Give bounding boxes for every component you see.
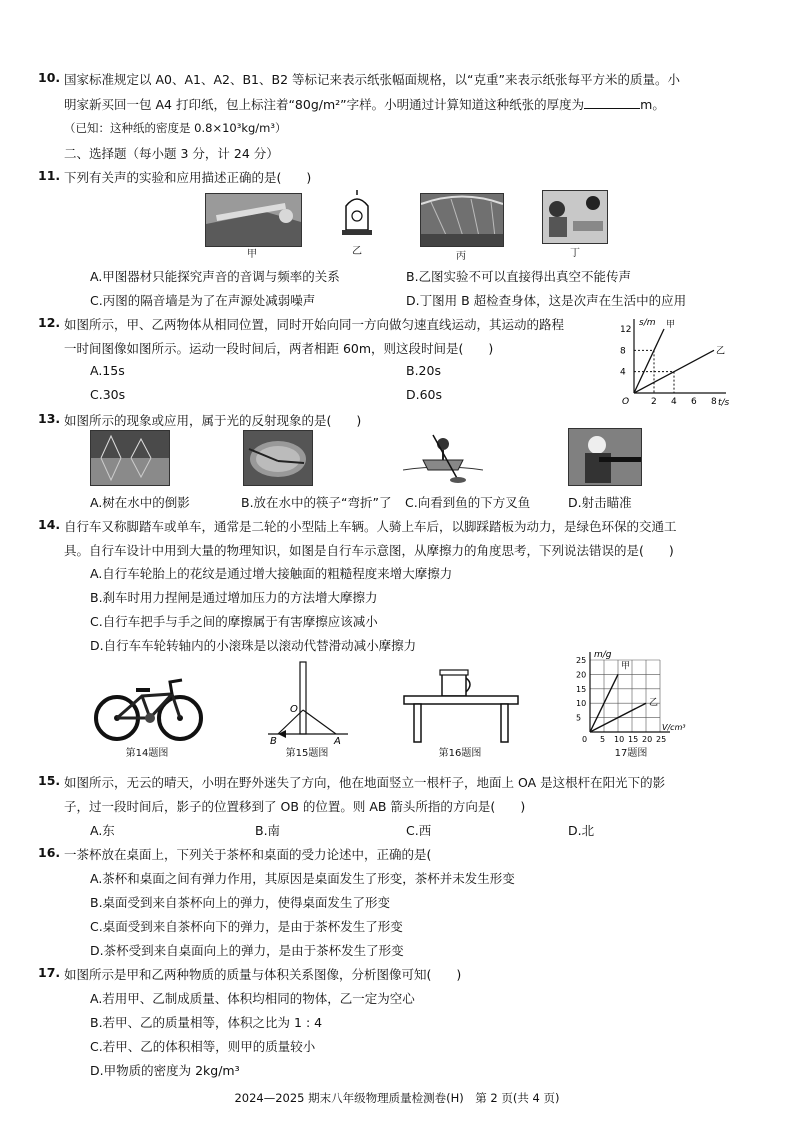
q17-option-b: B.若甲、乙的质量相等，体积之比为 1 : 4 [90,1015,323,1030]
q12-x-tick-label: 2 [651,397,657,407]
q12-line2: 一时间图像如图所示。运动一段时间后，两者相距 60m，则这段时间是( ) [64,341,494,356]
q14-option-a: A.自行车轮胎上的花纹是通过增大接触面的粗糙程度来增大摩擦力 [90,566,453,581]
q17-x-tick-label: 25 [656,735,667,744]
q17-y-tick-label: 20 [576,670,587,680]
q12-series-label: 甲 [666,320,676,330]
q11-image-yi-bell-jar [340,190,374,238]
q17-x-tick-label: 10 [614,735,625,744]
q15-line1: 如图所示，无云的晴天，小明在野外迷失了方向，他在地面竖立一根杆子，地面上 OA 是这根杆在阳光下的影 [64,775,666,790]
q14-option-d: D.自行车车轮转轴内的小滚珠是以滚动代替滑动减小摩擦力 [90,638,417,653]
q14-line2: 具。自行车设计中用到大量的物理知识，如图是自行车示意图，从摩擦力的角度思考，下列说法错误的是( ) [64,543,674,558]
q15-number: 15. [38,773,61,788]
q17-number: 17. [38,965,61,980]
q17-origin-label: 0 [582,735,588,744]
shooter-aiming-illustration [569,429,641,485]
fig15-label-o: O [290,704,298,715]
q17-y-tick-label: 5 [576,713,582,723]
q13-stem: 如图所示的现象或应用，属于光的反射现象的是( ) [64,413,362,428]
tree-reflection-illustration [91,431,169,485]
q10-line2-pre: 明家新买回一包 A4 打印纸，包上标注着“80g/m²”字样。小明通过计算知道这种纸张的厚度为 [64,97,585,112]
q11-image-ding-ultrasound [542,190,608,244]
sound-barrier-wall-illustration [421,194,503,246]
q17-series-label: 甲 [621,661,631,672]
q15-pole-shadow-figure [258,660,358,744]
q12-option-c: C.30s [90,387,126,402]
fig17-caption: 17题图 [614,748,648,759]
q17-y-axis-label: m/g [594,650,612,660]
q13-image-chopsticks-water [243,430,313,486]
fig15-label-a: A [334,736,341,744]
fig14-caption: 第14题图 [125,748,169,759]
q15-line2: 子，过一段时间后，影子的位置移到了 OB 的位置。则 AB 箭头所指的方向是( ) [64,799,526,814]
q12-y-tick-label: 12 [620,325,632,335]
q12-x-tick-label: 4 [671,397,677,407]
q17-option-c: C.若甲、乙的体积相等，则甲的质量较小 [90,1039,316,1054]
q10-number: 10. [38,70,61,85]
q17-series-label: 乙 [649,698,659,709]
q11-option-b: B.乙图实验不可以直接得出真空不能传声 [406,269,632,284]
q11-caption-yi: 乙 [352,246,362,257]
q12-graph-marks [620,318,730,407]
page-footer: 2024—2025 期末八年级物理质量检测卷(H) 第 2 页(共 4 页) [234,1091,560,1105]
q12-number: 12. [38,315,61,330]
q12-x-axis-label: t/s [718,398,730,407]
q15-option-a: A.东 [90,823,115,838]
q17-y-tick-label: 25 [576,656,587,665]
q16-option-d: D.茶杯受到来自桌面向上的弹力，是由于茶杯发生了形变 [90,943,404,958]
q17-stem: 如图所示是甲和乙两种物质的质量与体积关系图像，分析图像可知( ) [64,967,462,982]
q13-option-a: A.树在水中的倒影 [90,495,190,510]
q14-option-b: B.刹车时用力捏闸是通过增加压力的方法增大摩擦力 [90,590,378,605]
q17-y-tick-label: 10 [576,699,587,709]
section2-title: 二、选择题（每小题 3 分，计 24 分） [64,146,279,161]
q11-stem: 下列有关声的实验和应用描述正确的是( ) [64,170,312,185]
q13-option-d: D.射击瞄准 [568,495,632,510]
q15-option-b: B.南 [255,823,281,838]
q12-x-tick-label: 8 [711,397,717,407]
q12-series-line-0 [634,329,664,393]
q17-option-d: D.甲物质的密度为 2kg/m³ [90,1063,240,1078]
q14-line1: 自行车又称脚踏车或单车，通常是二轮的小型陆上车辆。人骑上车后，以脚踩踏板为动力，是绿色环保的交通工 [64,519,677,534]
q12-option-d: D.60s [406,387,443,402]
q16-option-a: A.茶杯和桌面之间有弹力作用，其原因是桌面发生了形变，茶杯并未发生形变 [90,871,515,886]
q11-caption-jia: 甲 [247,249,257,260]
q13-image-spearing-fish [403,430,483,485]
q10-line2 [64,95,665,113]
q12-y-tick-label: 8 [620,346,626,357]
q17-x-tick-label: 20 [642,735,653,744]
fig15-caption: 第15题图 [285,748,329,759]
q10-line2-post: m。 [640,97,665,112]
q13-option-c: C.向看到鱼的下方叉鱼 [405,495,531,510]
q16-number: 16. [38,845,61,860]
q17-mass-volume-graph [562,648,702,744]
ruler-on-table-illustration [206,194,301,246]
q12-option-a: A.15s [90,363,125,378]
q16-option-b: B.桌面受到来自茶杯向上的弹力，使得桌面发生了形变 [90,895,391,910]
q17-y-tick-label: 15 [576,684,587,694]
q12-line1: 如图所示，甲、乙两物体从相同位置，同时开始向同一方向做匀速直线运动，其运动的路程 [64,317,565,332]
q13-image-shooting-aim [568,428,642,486]
q16-stem: 一茶杯放在桌面上，下列关于茶杯和桌面的受力论述中，正确的是( [64,847,432,862]
q14-number: 14. [38,517,61,532]
q14-option-c: C.自行车把手与手之间的摩擦属于有害摩擦应该减小 [90,614,378,629]
q12-y-axis-label: s/m [639,318,656,328]
q12-x-tick-label: 6 [691,397,697,407]
q11-option-c: C.丙图的隔音墙是为了在声源处减弱噪声 [90,293,316,308]
bell-jar-icon [340,190,374,238]
q11-image-jia-ruler [205,193,302,247]
q10-line1: 国家标准规定以 A0、A1、A2、B1、B2 等标记来表示纸张幅面规格，以“克重”来表示纸张每平方米的质量。小 [64,72,680,87]
q12-series-label: 乙 [716,346,726,357]
q17-graph-marks [576,650,686,744]
q11-number: 11. [38,168,61,183]
q10-answer-blank [584,96,640,109]
q17-x-tick-label: 5 [600,735,606,744]
q13-image-tree-reflection [90,430,170,486]
fig16-caption: 第16题图 [438,748,482,759]
q17-x-tick-label: 15 [628,735,639,744]
q11-option-a: A.甲图器材只能探究声音的音调与频率的关系 [90,269,340,284]
ultrasound-exam-illustration [543,191,607,243]
q11-caption-bing: 丙 [456,251,466,262]
q17-x-axis-label: V/cm³ [662,723,686,732]
q13-number: 13. [38,411,61,426]
q17-option-a: A.若用甲、乙制成质量、体积均相同的物体，乙一定为空心 [90,991,415,1006]
q13-option-b: B.放在水中的筷子“弯折”了 [241,495,392,510]
bowl-chopsticks-illustration [244,431,312,485]
q15-option-d: D.北 [568,823,595,838]
q12-option-b: B.20s [406,363,441,378]
q16-option-c: C.桌面受到来自茶杯向下的弹力，是由于茶杯发生了形变 [90,919,403,934]
q11-caption-ding: 丁 [570,248,580,259]
q12-distance-time-graph [612,315,734,407]
q10-line3: （已知：这种纸的密度是 0.8×10³kg/m³） [64,121,287,135]
q11-image-bing-sound-wall [420,193,504,247]
q11-option-d: D.丁图用 B 超检查身体，这是次声在生活中的应用 [406,293,687,308]
q16-table-cup-figure [400,666,522,744]
q15-option-c: C.西 [406,823,432,838]
q14-bicycle-figure [92,676,204,742]
fisherman-spear-illustration [403,430,483,485]
fig15-label-b: B [270,736,277,744]
q12-y-tick-label: 4 [620,367,626,378]
q12-origin-label: O [622,397,630,407]
